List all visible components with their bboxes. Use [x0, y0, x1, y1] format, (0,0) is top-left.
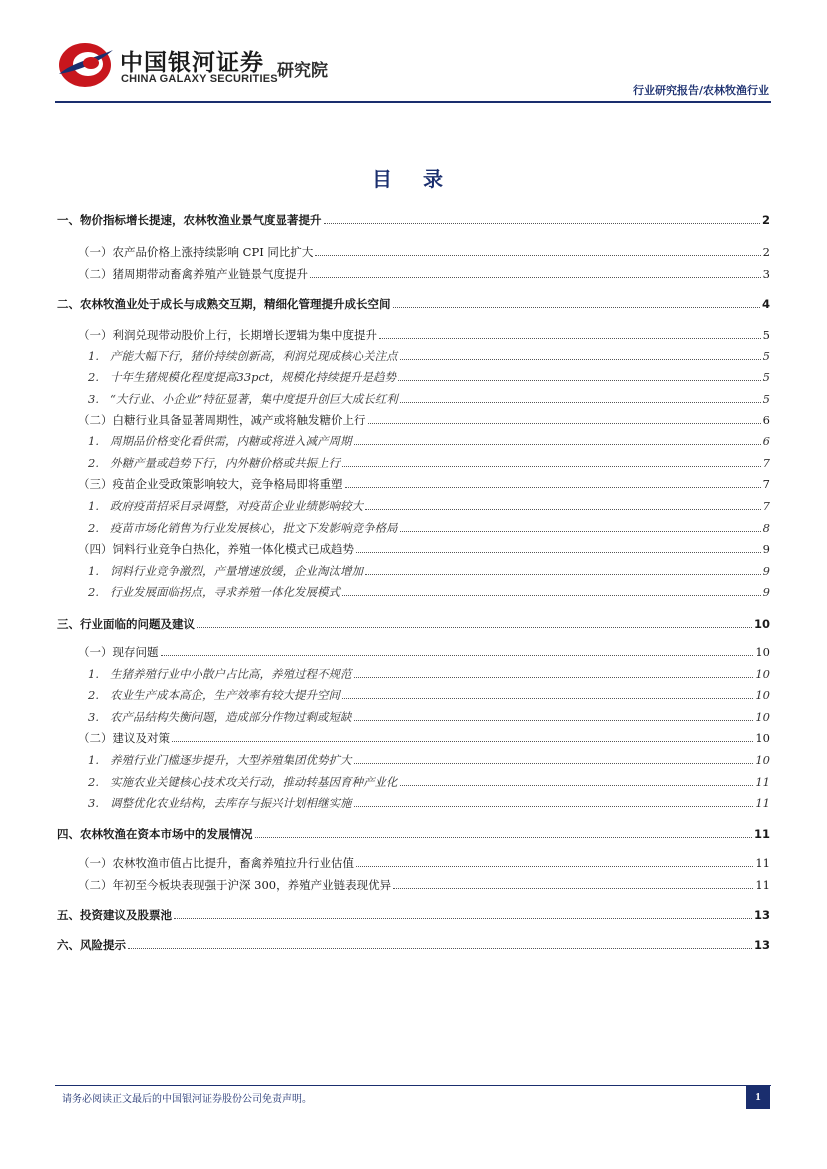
toc-entry-page: 10	[755, 710, 770, 724]
toc-entry-text: （二）建议及对策	[78, 731, 170, 745]
toc-leader-dots	[356, 552, 761, 553]
toc-entry-text: 产能大幅下行，猪价持续创新高，利润兑现成核心关注点	[110, 349, 398, 363]
toc-entry-number: 1.	[88, 499, 99, 513]
toc-entry-number: 2.	[88, 775, 99, 789]
toc-entry[interactable]	[55, 873, 770, 893]
toc-entry-text: 六、风险提示	[57, 938, 126, 952]
toc-entry-number: 2.	[88, 456, 99, 470]
toc-entry-text: （二）年初至今板块表现强于沪深 300，养殖产业链表现优异	[78, 878, 392, 892]
toc-entry-label	[55, 296, 391, 312]
toc-entry-label	[55, 907, 172, 923]
toc-entry-text: 生猪养殖行业中小散户占比高，养殖过程不规范	[110, 667, 352, 681]
toc-entry-page: 9	[762, 564, 770, 578]
toc-entry-label	[88, 369, 396, 385]
toc-leader-dots	[400, 785, 754, 786]
toc-entry-number: 3.	[88, 796, 99, 810]
toc-entry-text: 一、物价指标增长提速，农林牧渔业景气度显著提升	[57, 213, 322, 227]
toc-entry-text: 政府疫苗招采目录调整，对疫苗企业业绩影响较大	[110, 499, 363, 513]
toc-entry[interactable]	[55, 640, 770, 660]
toc-entry-page: 11	[755, 796, 770, 810]
toc-entry-text: 行业发展面临拐点，寻求养殖一体化发展模式	[110, 585, 340, 599]
toc-entry-page: 10	[755, 688, 770, 702]
toc-leader-dots	[393, 888, 753, 889]
toc-entry[interactable]	[55, 208, 770, 228]
toc-entry[interactable]	[55, 344, 770, 364]
toc-entry[interactable]	[55, 580, 770, 600]
toc-entry[interactable]	[55, 933, 770, 953]
toc-entry-text: 十年生猪规模化程度提高33pct，规模化持续提升是趋势	[110, 370, 397, 384]
toc-entry-text: 五、投资建议及股票池	[57, 908, 172, 922]
toc-entry[interactable]	[55, 851, 770, 871]
toc-entry[interactable]	[55, 365, 770, 385]
toc-leader-dots	[342, 466, 761, 467]
toc-entry-label	[88, 433, 352, 449]
toc-entry-number: 1.	[88, 667, 99, 681]
toc-entry-text: 农产品结构失衡问题，造成部分作物过剩或短缺	[110, 710, 352, 724]
toc-entry[interactable]	[55, 537, 770, 557]
toc-entry-text: （一）现存问题	[78, 645, 159, 659]
toc-entry-page: 6	[762, 413, 770, 427]
toc-entry-page: 5	[762, 328, 770, 342]
toc-entry-page: 5	[762, 370, 770, 384]
toc-entry-page: 2	[762, 245, 770, 259]
toc-entry-page: 11	[755, 775, 770, 789]
toc-entry[interactable]	[55, 494, 770, 514]
toc-entry-page: 7	[762, 477, 770, 491]
toc-entry-label	[78, 244, 313, 260]
toc-leader-dots	[400, 359, 761, 360]
toc-leader-dots	[354, 806, 754, 807]
toc-entry-text: （一）农产品价格上涨持续影响 CPI 同比扩大	[78, 245, 314, 259]
toc-entry-label	[88, 752, 352, 768]
toc-entry-page: 11	[755, 856, 770, 870]
toc-entry-text: 二、农林牧渔业处于成长与成熟交互期，精细化管理提升成长空间	[57, 297, 391, 311]
toc-entry-label	[78, 327, 377, 343]
toc-leader-dots	[379, 338, 761, 339]
toc-entry[interactable]	[55, 662, 770, 682]
footer-divider	[55, 1085, 771, 1086]
toc-entry-label	[55, 212, 322, 228]
toc-entry-label	[55, 616, 195, 632]
institute-label: 研究院	[277, 61, 328, 81]
toc-entry[interactable]	[55, 472, 770, 492]
toc-entry-text: （四）饲料行业竞争白热化，养殖一体化模式已成趋势	[78, 542, 354, 556]
toc-leader-dots	[342, 698, 753, 699]
toc-entry-text: 外糖产量或趋势下行，内外糖价格或共振上行	[110, 456, 340, 470]
toc-title: 目 录	[372, 167, 455, 191]
toc-entry-label	[88, 563, 363, 579]
toc-entry-page: 9	[762, 542, 770, 556]
toc-entry-page: 4	[761, 297, 770, 311]
toc-leader-dots	[315, 255, 760, 256]
page-header	[0, 0, 827, 105]
toc-entry-text: （二）猪周期带动畜禽养殖产业链景气度提升	[78, 267, 308, 281]
toc-entry[interactable]	[55, 323, 770, 343]
footer-disclaimer: 请务必阅读正文最后的中国银河证券股份公司免责声明。	[62, 1094, 312, 1105]
toc-entry-label	[88, 520, 398, 536]
toc-entry-label	[88, 455, 340, 471]
toc-entry-number: 2.	[88, 688, 99, 702]
toc-entry-page: 3	[762, 267, 770, 281]
toc-leader-dots	[324, 223, 760, 224]
toc-entry-text: 实施农业关键核心技术攻关行动，推动转基因育种产业化	[110, 775, 398, 789]
toc-leader-dots	[342, 595, 761, 596]
header-divider	[55, 101, 771, 103]
toc-entry[interactable]	[55, 240, 770, 260]
toc-leader-dots	[172, 741, 753, 742]
toc-entry[interactable]	[55, 408, 770, 428]
toc-entry-label	[88, 584, 340, 600]
toc-entry-text: “大行业、小企业”特征显著，集中度提升创巨大成长红利	[110, 392, 398, 406]
toc-leader-dots	[354, 763, 754, 764]
toc-entry-label	[78, 541, 354, 557]
toc-entry-page: 10	[755, 731, 770, 745]
toc-entry[interactable]	[55, 429, 770, 449]
toc-entry-number: 1.	[88, 434, 99, 448]
toc-entry-page: 7	[762, 499, 770, 513]
toc-entry-label	[88, 709, 352, 725]
toc-entry-text: 农业生产成本高企，生产效率有较大提升空间	[110, 688, 340, 702]
toc-entry-number: 1.	[88, 564, 99, 578]
toc-entry-text: （二）白糖行业具备显著周期性，减产或将触发糖价上行	[78, 413, 366, 427]
brand-name-en: CHINA GALAXY SECURITIES	[121, 73, 278, 85]
toc-entry-page: 11	[755, 878, 770, 892]
toc-leader-dots	[345, 487, 761, 488]
toc-leader-dots	[161, 655, 754, 656]
toc-leader-dots	[400, 531, 761, 532]
toc-entry-label	[88, 666, 352, 682]
toc-entry[interactable]	[55, 612, 770, 632]
toc-entry-page: 5	[762, 392, 770, 406]
toc-entry-text: 疫苗市场化销售为行业发展核心，批文下发影响竞争格局	[110, 521, 398, 535]
toc-entry-page: 10	[753, 617, 770, 631]
toc-entry-label	[88, 795, 352, 811]
toc-entry-label	[88, 498, 363, 514]
toc-entry-text: 养殖行业门槛逐步提升，大型养殖集团优势扩大	[110, 753, 352, 767]
toc-leader-dots	[197, 627, 752, 628]
toc-entry[interactable]	[55, 292, 770, 312]
toc-entry-label	[55, 826, 253, 842]
toc-entry-label	[78, 266, 308, 282]
toc-entry[interactable]	[55, 791, 770, 811]
toc-entry-text: 四、农林牧渔在资本市场中的发展情况	[57, 827, 253, 841]
toc-entry-label	[88, 774, 398, 790]
toc-entry-page: 10	[755, 753, 770, 767]
toc-leader-dots	[368, 423, 761, 424]
toc-entry[interactable]	[55, 559, 770, 579]
toc-entry[interactable]	[55, 705, 770, 725]
toc-entry-page: 9	[762, 585, 770, 599]
toc-entry-text: 周期品价格变化看供需，内糖或将进入减产周期	[110, 434, 352, 448]
toc-entry-text: 调整优化农业结构，去库存与振兴计划相继实施	[110, 796, 352, 810]
report-type: 行业研究报告/农林牧渔行业	[632, 84, 769, 97]
toc-entry-label	[88, 687, 340, 703]
toc-entry-page: 6	[762, 434, 770, 448]
toc-entry[interactable]	[55, 770, 770, 790]
toc-entry[interactable]	[55, 516, 770, 536]
toc-leader-dots	[310, 277, 761, 278]
toc-entry[interactable]	[55, 387, 770, 407]
toc-entry[interactable]	[55, 726, 770, 746]
toc-entry-label	[78, 476, 343, 492]
toc-entry-page: 10	[755, 667, 770, 681]
toc-entry-text: （一）农林牧渔市值占比提升，畜禽养殖拉升行业估值	[78, 856, 354, 870]
toc-entry[interactable]	[55, 262, 770, 282]
toc-entry-label	[78, 730, 170, 746]
toc-entry-number: 2.	[88, 370, 99, 384]
toc-leader-dots	[365, 509, 761, 510]
toc-entry-text: 饲料行业竞争激烈，产量增速放缓，企业淘汰增加	[110, 564, 363, 578]
toc-entry-number: 2.	[88, 521, 99, 535]
toc-entry-page: 5	[762, 349, 770, 363]
toc-leader-dots	[365, 574, 761, 575]
toc-leader-dots	[356, 866, 753, 867]
galaxy-logo-icon	[55, 40, 115, 90]
toc-entry-label	[88, 348, 398, 364]
toc-entry-label	[78, 877, 391, 893]
page-number-badge: 1	[746, 1085, 770, 1109]
toc-entry-text: 三、行业面临的问题及建议	[57, 617, 195, 631]
toc-entry-label	[78, 855, 354, 871]
toc-entry-text: （一）利润兑现带动股价上行，长期增长逻辑为集中度提升	[78, 328, 377, 342]
toc-entry-label	[55, 937, 126, 953]
brand-name-cn: 中国银河证券	[120, 50, 264, 76]
toc-leader-dots	[255, 837, 752, 838]
toc-entry-page: 13	[753, 908, 770, 922]
toc-entry-number: 2.	[88, 585, 99, 599]
toc-entry-page: 10	[755, 645, 770, 659]
toc-entry[interactable]	[55, 822, 770, 842]
toc-entry[interactable]	[55, 903, 770, 923]
toc-entry-label	[88, 391, 398, 407]
toc-leader-dots	[354, 720, 754, 721]
toc-entry-number: 1.	[88, 349, 99, 363]
toc-leader-dots	[393, 307, 760, 308]
toc-entry-number: 3.	[88, 392, 99, 406]
toc-entry-page: 11	[753, 827, 770, 841]
toc-entry-label	[78, 412, 366, 428]
toc-entry-number: 1.	[88, 753, 99, 767]
toc-entry[interactable]	[55, 748, 770, 768]
toc-entry-page: 2	[761, 213, 770, 227]
toc-entry-page: 7	[762, 456, 770, 470]
toc-entry[interactable]	[55, 683, 770, 703]
toc-leader-dots	[398, 380, 761, 381]
toc-leader-dots	[128, 948, 752, 949]
toc-leader-dots	[174, 918, 752, 919]
toc-entry-label	[78, 644, 159, 660]
toc-leader-dots	[354, 444, 761, 445]
toc-entry[interactable]	[55, 451, 770, 471]
toc-entry-text: （三）疫苗企业受政策影响较大，竞争格局即将重塑	[78, 477, 343, 491]
toc-leader-dots	[354, 677, 754, 678]
toc-leader-dots	[400, 402, 761, 403]
toc-entry-page: 8	[762, 521, 770, 535]
toc-entry-page: 13	[753, 938, 770, 952]
toc-entry-number: 3.	[88, 710, 99, 724]
